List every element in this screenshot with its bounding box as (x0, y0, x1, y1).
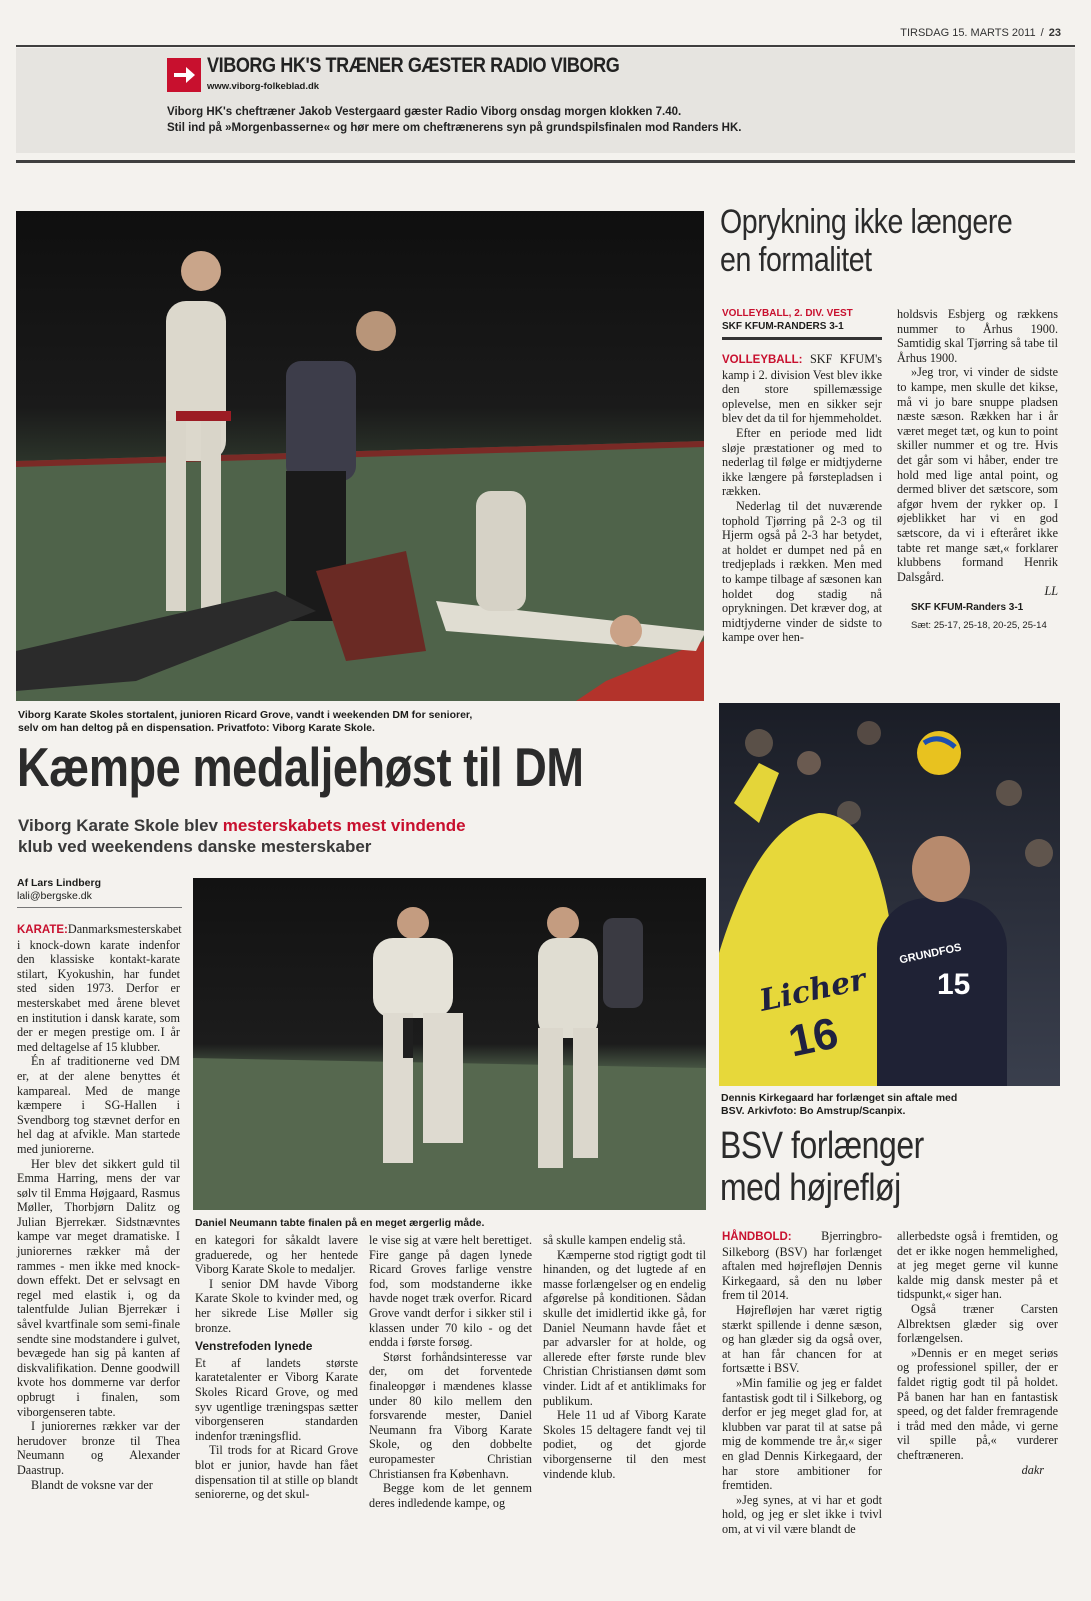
handball-photo-caption (721, 1092, 1061, 1118)
handball-col1-paragraph-4: »Jeg synes, at vi har et godt hold, og jeg er slet ikke i tvivl om, at vi vil være blandt de (722, 1492, 882, 1536)
karate-column-3 (369, 1233, 532, 1510)
karate-col4-paragraph-1: så skulle kampen endelig stå. (543, 1233, 686, 1247)
karate-column-2 (195, 1233, 358, 1502)
volley-column-2 (897, 307, 1058, 634)
volley-label-1: VOLLEYBALL, 2. DIV. VEST (722, 308, 853, 319)
volley-col1-lead-text: SKF KFUM's kamp i 2. division Vest blev ikke den store spillemæssige oplevelse, men en sikker sejr blev det da til for hjemmeholdet. (722, 352, 883, 426)
volley-result-label: SKF KFUM-Randers 3-1 (911, 601, 1024, 613)
promo-bottom-rule (16, 160, 1075, 163)
karate-col1-paragraph-4: I juniorernes rækker var der herudover bronze til Thea Neumann og Alexander Daastrup. (17, 1419, 180, 1477)
karate-subheadline-highlight: mesterskabets mest vindende (222, 816, 466, 835)
handball-col1-paragraph-2: Højrefløjen har været rigtig stærkt spillende i denne sæson, og han glæder sig da også over, at han får chancen for at fortsætte i BSV. (722, 1302, 882, 1376)
byline-rule (17, 907, 182, 908)
page-header (900, 27, 1061, 39)
promo-box (16, 48, 1075, 153)
handball-signature: dakr (1021, 1462, 1044, 1477)
handball-headline-line-1: BSV forlænger (720, 1125, 924, 1167)
promo-title: VIBORG HK'S TRÆNER GÆSTER RADIO VIBORG (207, 54, 620, 77)
promo-text-line-2: Stil ind på »Morgenbasserne« og hør mere om cheftrænerens syn på grundspilsfinalen mod Randers HK. (167, 122, 742, 134)
karate-byline (17, 877, 182, 908)
handball-jersey-left-text: Licher (756, 962, 869, 1019)
karate-kicker: KARATE: (17, 924, 68, 936)
karate-subheadline-line-2: klub ved weekendens danske mesterskaber (18, 837, 372, 856)
karate-col2-paragraph-4: Til trods for at Ricard Grove blot er junior, havde han fået dispensation til at stille op blandt seniorerne, og det skul- (195, 1443, 358, 1502)
karate-photo-final-art (193, 878, 706, 1210)
volley-headline-line-2: en formalitet (720, 241, 872, 279)
handball-column-1 (722, 1229, 882, 1536)
handball-col2-paragraph-1: allerbedste også i fremtiden, og det er ikke nogen hemmelighed, at jeg meget gerne vil kunne kalde mig dansk mester på et tidspunkt,« siger han. (897, 1229, 1058, 1302)
top-rule (16, 45, 1075, 47)
karate-col4-paragraph-3: Hele 11 ud af Viborg Karate Skoles 15 deltagere fandt vej til podiet, og det gjorde viborgenserne til den mest vindende klub. (543, 1408, 706, 1481)
handball-photo (719, 703, 1060, 1086)
karate-photo-main-caption (18, 709, 708, 735)
byline-email[interactable]: lali@bergske.dk (17, 890, 92, 902)
volley-headline (720, 203, 1022, 279)
handball-col2-paragraph-2: Også træner Carsten Albrektsen glæder sig over forlængelsen. (897, 1301, 1058, 1346)
volley-col1-paragraph-2: Efter en periode med lidt sløje præstationer og med to nederlag til følge er midtjyderne ikke længere på førstepladsen i rækken. (722, 425, 882, 499)
header-date: TIRSDAG 15. MARTS 2011 (900, 27, 1036, 39)
karate-photo-final-caption: Daniel Neumann tabte finalen på en meget ærgerlig måde. (195, 1217, 485, 1229)
karate-col3-paragraph-2: Størst forhåndsinteresse var der, om det forventede finaleopgør i mændenes klasse under 80 kilo mellem den forsvarende mester, Daniel Neumann fra Viborg Karate Skole, og den dobbelte europamester Christian Christiansen fra København. (369, 1349, 532, 1481)
page-number: 23 (1048, 27, 1061, 39)
karate-col3-paragraph-1: le vise sig at være helt berettiget. Fire gange på dagen lynede Ricard Groves farlige venstre fod, som modstanderne ikke havde noget træk overfor. Ricard Grove vandt derfor i sikker stil i klassen under 70 kilo - og det endda i første forsøg. (369, 1233, 532, 1350)
volley-col1-lead (722, 352, 882, 426)
karate-subheadline-part-a: Viborg Karate Skole blev (18, 816, 223, 835)
header-separator: / (1040, 27, 1044, 39)
handball-jersey-right-text: GRUNDFOS (898, 941, 963, 967)
handball-player-head (912, 836, 970, 902)
karate-headline: Kæmpe medaljehøst til DM (17, 736, 584, 798)
karate-column-4 (543, 1233, 706, 1481)
handball-headline-line-2: med højrefløj (720, 1167, 901, 1209)
karate-col3-paragraph-3: Begge kom de let gennem deres indledende kampe, og (369, 1481, 532, 1510)
handball-jersey-left-number: 16 (784, 1008, 843, 1067)
karate-col1-lead-text: Danmarksmesterskabet i knock-down karate indenfor den klassiske kontakt-karate stilart, Kyokushin, har fundet sted siden 1973. Derfor er mesterskabet med årene blevet en institution i dansk karate, som der er megen prestige om. I år med deltagelse af 15 klubber. (17, 922, 182, 1054)
karate-photo-final (193, 878, 706, 1210)
handball-headline (720, 1125, 1006, 1209)
karate-col1-lead (17, 922, 180, 1054)
handball-kicker: HÅNDBOLD: (722, 1231, 792, 1243)
promo-url[interactable]: www.viborg-folkeblad.dk (207, 81, 320, 92)
byline-author: Af Lars Lindberg (17, 877, 102, 889)
volley-label-2: SKF KFUM-RANDERS 3-1 (722, 321, 844, 332)
karate-col2-paragraph-1: en kategori for såkaldt lavere graduerede, og her hentede Viborg Karate Skole to medaljer. (195, 1233, 358, 1277)
volley-col2-paragraph-1: holdsvis Esbjerg og rækkens nummer to Århus 1900. Samtidig skal Tjørring så tabe til Århus 1900. (897, 307, 1058, 365)
volley-kicker: VOLLEYBALL: (722, 354, 803, 366)
karate-photo-main (16, 211, 704, 701)
handball-col2-paragraph-3: »Dennis er en meget seriøs og professionel spiller, der er faldet rigtig godt til på holdet. På banen har han en fantastisk speed, og det falder fremragende i tråd med den måde, vi gerne vil spille på,« vurderer cheftræneren. (897, 1345, 1058, 1462)
arrow-icon (167, 58, 201, 92)
volley-labels (722, 307, 882, 340)
handball-col1-lead-text: Bjerringbro-Silkeborg (BSV) har forlænget aftalen med højrefløjen Dennis Kirkegaard, så den nu løber frem til 2014. (722, 1229, 882, 1303)
volley-signature: LL (1044, 584, 1058, 599)
volley-col1-paragraph-3: Nederlag til det nuværende tophold Tjørring på 2-3 og til Hjerm også på 2-3 har betydet, at holdet er dumpet ned på en tredjeplads i rækken. Men med to kampe tilbage af sæsonen kan holdet dog stadig nå oprykningen. Det kræver dog, at midtjyderne vinder de sidste to kampe over hen- (722, 498, 882, 645)
handball-jersey-right-number: 15 (937, 968, 971, 1001)
karate-col2-paragraph-2: I senior DM havde Viborg Karate Skole to kvinder med, og her sikrede Lise Møller sig bronze. (195, 1276, 358, 1335)
karate-caption-line-2: selv om han deltog på en dispensation. Privatfoto: Viborg Karate Skole. (18, 722, 375, 734)
karate-col1-paragraph-3: Her blev det sikkert guld til Emma Harring, mens der var sølv til Emma Højgaard, Rasmus Møller, Thorbjørn Dalitz og Julian Bjerrekær. Sidstnævntes kampe var meget dramatiske. I juniorernes rækker må der rammes - men ikke med knock-down effekt. Det er selvsagt en regel med elastik i, og da talentfulde Julian Bjerrekær i såvel kvartfinale som semi-finale sendte sine modstandere i gulvet, bevægede han sig på kanten af diskvalifikation. Denne goodwill kvote hos dommerne var derfor opbrugt i finalen, som viborgenseren tabte. (17, 1156, 180, 1419)
handball-caption-line-1: Dennis Kirkegaard har forlænget sin aftale med (721, 1092, 958, 1104)
promo-text-line-1: Viborg HK's cheftræner Jakob Vestergaard gæster Radio Viborg onsdag morgen klokken 7.40. (167, 106, 682, 118)
volley-headline-line-1: Oprykning ikke længere (720, 203, 1013, 241)
karate-subheadline (18, 815, 708, 857)
volley-column-1 (722, 352, 882, 645)
karate-caption-line-1: Viborg Karate Skoles stortalent, junioren Ricard Grove, vandt i weekenden DM for seniorer, (18, 709, 473, 721)
karate-col1-paragraph-5: Blandt de voksne var der (31, 1477, 153, 1492)
karate-col1-paragraph-2: Én af traditionerne ved DM er, at der alene benyttes ét kampareal. Med de mange kæmpere i SG-Hallen i Svendborg tog stævnet derfor en hel dag at afvikle. Man startede med juniorerne. (17, 1054, 180, 1156)
volley-label-rule (722, 337, 882, 340)
karate-col4-paragraph-2: Kæmperne stod rigtigt godt til hinanden, og det lugtede af en masse forlængelser og en endelig afgørelse på konditionen. Sådan skulle det imidlertid ikke gå, for Daniel Neumann havde fået et par advarsler for at holde, og allerede efter første runde blev Christian Christiansen dømt som vinder. Lidt af et antiklimaks for publikum. (543, 1247, 706, 1408)
karate-photo-main-art (16, 211, 704, 701)
handball-player-right (877, 898, 1007, 1086)
handball-col1-lead (722, 1229, 882, 1303)
volley-col2-paragraph-2: »Jeg tror, vi vinder de sidste to kampe, men skulle det kikse, må vi jo bare snuppe pladsen næste sæson. Rækken har i år været meget tæt, og kun to point skiller nummer et og tre. Hvis det går som vi håber, ender tre hold med lige antal point, og dermed bliver det sætscore, som afgør hvem der rykker op. I øjeblikket har vi en god sætscore, da vi i efteråret ikke tabte ret mange sæt,« forklarer klubbens formand Henrik Dalsgård. (897, 365, 1058, 584)
handball-col1-paragraph-3: »Min familie og jeg er faldet fantastisk godt til i Silkeborg, og derfor er jeg meget glad for, at klubben var parat til at satse på mig de kommende tre år,« siger en glad Dennis Kirkegaard, der har store ambitioner for fremtiden. (722, 1375, 882, 1493)
handball-caption-line-2: BSV. Arkivfoto: Bo Amstrup/Scanpix. (721, 1105, 906, 1117)
karate-col2-subhead: Venstrefoden lynede (195, 1339, 313, 1354)
karate-col2-paragraph-3: Et af landets største karatetalenter er Viborg Karate Skoles Ricard Grove, og med syv ugentlige træningspas sætter viborgenseren standarden indenfor træningsflid. (195, 1355, 358, 1443)
volley-result-sets: Sæt: 25-17, 25-18, 20-25, 25-14 (911, 620, 1047, 632)
karate-subheadline-line-1 (18, 815, 708, 836)
handball-column-2 (897, 1229, 1058, 1477)
karate-column-1 (17, 922, 180, 1492)
